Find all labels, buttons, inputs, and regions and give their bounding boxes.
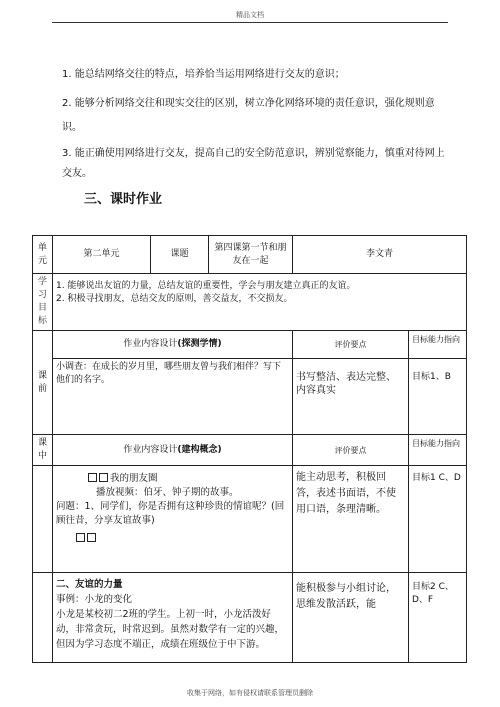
homework-table xyxy=(32,235,467,663)
design-title-bold: (探测学情) xyxy=(177,339,222,349)
friends-content xyxy=(53,466,293,573)
power-example: 事例：小龙的变化 xyxy=(56,594,133,605)
table-row-in-class-header xyxy=(33,435,467,466)
page-footer: 收集于网络，如有侵权请联系管理员删除 xyxy=(187,689,313,697)
pre-class-content: 小调查：在成长的岁月里，哪些朋友曾与我们相伴？写下他们的名字。 xyxy=(53,359,293,435)
goals-label: 学习目标 xyxy=(33,274,53,331)
in-class-label: 课中 xyxy=(33,435,53,466)
table-row-power xyxy=(33,573,467,663)
power-content xyxy=(53,573,293,663)
design-title-pre xyxy=(53,331,293,359)
checkbox-icon xyxy=(87,533,96,542)
unit-label: 单元 xyxy=(33,236,53,274)
friends-eval: 能主动思考，积极回答，表述书面语，不使用口语，条理清晰。 xyxy=(293,466,409,573)
lesson-title: 第四课第一节和朋友在一起 xyxy=(209,236,293,274)
table-row-goals xyxy=(33,274,467,331)
pre-class-eval: 书写整洁、表达完整、内容真实 xyxy=(293,359,409,435)
objective-1: 1. 能总结网络交往的特点，培养恰当运用网络进行交友的意识； xyxy=(62,69,345,80)
friends-question: 问题：1、同学们，你是否拥有这种珍贵的情谊呢？(回顾往昔，分享友谊故事) xyxy=(56,501,285,526)
checkbox-icon xyxy=(76,533,85,542)
topic-label: 课题 xyxy=(151,236,209,274)
objective-2: 2. 能够分析网络交往和现实交往的区别，树立净化网络环境的责任意识，强化规则意识。 xyxy=(62,98,435,133)
pre-class-goal: 目标1、B xyxy=(409,359,467,435)
pre-class-label: 课前 xyxy=(33,331,53,435)
unit-name: 第二单元 xyxy=(53,236,151,274)
design-title-text-in: 作业内容设计 xyxy=(123,444,178,455)
goal-1: 1. 能够说出友谊的力量，总结友谊的重要性，学会与朋友建立真正的友谊。 xyxy=(56,281,356,291)
table-row-pre-class xyxy=(33,359,467,435)
power-goal: 目标2 C、D、F xyxy=(409,573,467,663)
power-story: 小龙是某校初二2班的学生。上初一时，小龙活泼好动，非常贪玩，时常迟到。虽然对数学有一定的兴趣，但因为学习态度不端正，成绩在班级位于中下游。 xyxy=(56,609,285,650)
power-eval: 能积极参与小组讨论，思维发散活跃，能 xyxy=(293,573,409,663)
checkbox-icon xyxy=(99,473,108,482)
empty-cell xyxy=(33,466,53,573)
section-title: 三、课时作业 xyxy=(84,192,163,207)
design-title-text: 作业内容设计 xyxy=(123,339,178,349)
goals-cell xyxy=(53,274,467,331)
eval-label-pre: 评价要点 xyxy=(293,331,409,359)
table-row-unit xyxy=(33,236,467,274)
friends-heading: 我的朋友圈 xyxy=(56,472,289,486)
page-header: 精品文档 xyxy=(236,11,264,19)
teacher-name: 李文青 xyxy=(293,236,467,274)
table-row-design-header xyxy=(33,331,467,359)
power-heading: 二、友谊的力量 xyxy=(56,579,123,590)
checkbox-icon xyxy=(88,473,97,482)
header-rule xyxy=(52,22,448,23)
empty-cell xyxy=(33,573,53,663)
goal-2: 2. 积极寻找朋友，总结交友的原则，善交益友，不交损友。 xyxy=(56,294,293,304)
table-row-friends xyxy=(33,466,467,573)
friends-placeholder xyxy=(56,532,289,546)
friends-video: 播放视频：伯牙、钟子期的故事。 xyxy=(96,487,239,498)
goal-label-in: 目标能力指向 xyxy=(409,435,467,466)
friends-goal: 目标1 C、D xyxy=(409,466,467,573)
eval-label-in: 评价要点 xyxy=(293,435,409,466)
objective-3: 3. 能正确使用网络进行交友，提高自己的安全防范意识，辨别觉察能力，慎重对待网上交友。 xyxy=(62,148,445,179)
design-title-bold-in: (建构概念) xyxy=(177,444,222,455)
goal-label-pre: 目标能力指向 xyxy=(409,331,467,359)
design-title-in xyxy=(53,435,293,466)
